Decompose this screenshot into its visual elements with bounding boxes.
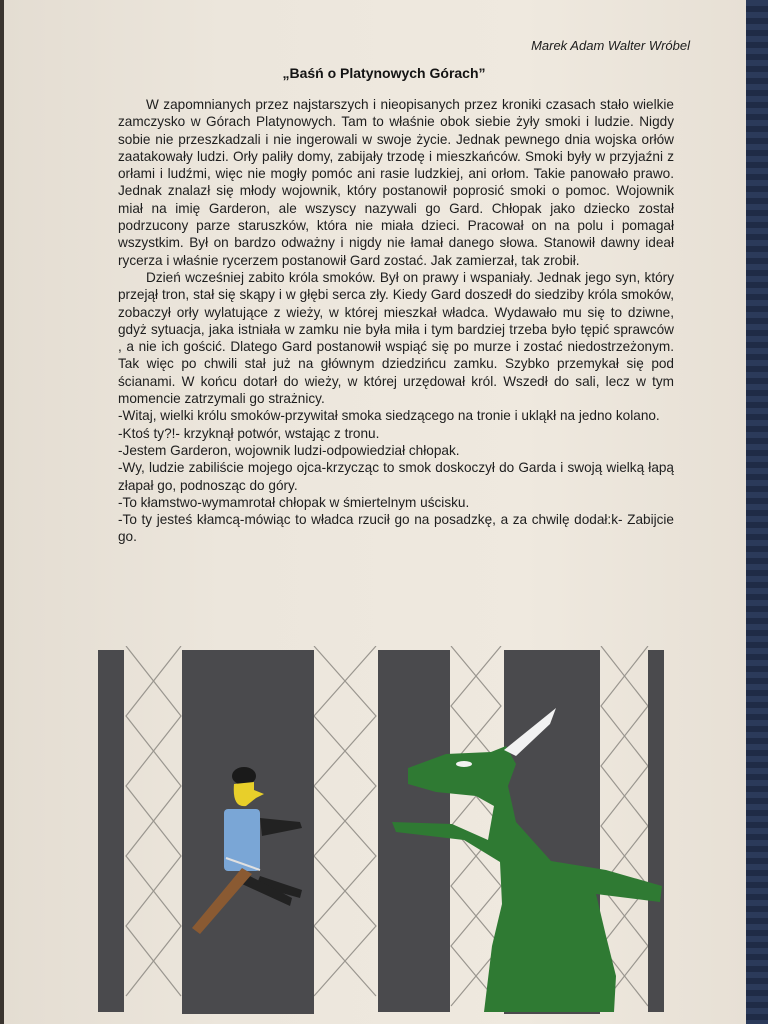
- paragraph: Dzień wcześniej zabito króla smoków. Był on prawy i wspaniały. Jednak jego syn, który przejął tron, stał się skąpy i w głębi serca zły. Kiedy Gard doszedł do siedziby króla smoków, zobaczył orły wylatujące z wieży, w której mieszkał władca. Wydawało mu się to dziwne, gdyż sytuacja, jaka istniała w zamku nie była miła i tym bardziej trzeba było tępić sprawców , a nie ich gościć. Dlatego Gard postanowił wspiąć się po murze i zostać niedostrzeżonym. Tak więc po chwili stał już na głównym dziedzińcu zamku. Szybko przemykał się pod ścianami. W końcu dotarł do wieży, w której urzędował król. Wszedł do sali, lecz w tym momencie zatrzymali go strażnicy.: [118, 269, 674, 407]
- author-name: Marek Adam Walter Wróbel: [531, 38, 690, 53]
- dialogue-line: -Jestem Garderon, wojownik ludzi-odpowiedział chłopak.: [118, 442, 460, 458]
- dialogue-line: -Wy, ludzie zabiliście mojego ojca-krzycząc to smok doskoczył do Garda i swoją wielką łapą złapał go, podnosząc do góry.: [118, 460, 674, 493]
- dialogue-line: -To ty jesteś kłamcą-mówiąc to władca rzucił go na posadzkę, a za chwilę dodał:k- Zabijcie go.: [118, 512, 674, 545]
- dialogue-line: -Witaj, wielki królu smoków-przywitał smoka siedzącego na tronie i ukląkł na jedno kolano.: [118, 408, 660, 424]
- dialogue-line: -Ktoś ty?!- krzyknął potwór, wstając z tronu.: [118, 425, 380, 441]
- story-illustration: [96, 646, 666, 1016]
- background-fabric: [746, 0, 768, 1024]
- story-text: [118, 96, 674, 546]
- dialogue-line: -To kłamstwo-wymamrotał chłopak w śmiertelnym uścisku.: [118, 494, 470, 510]
- paragraph: W zapomnianych przez najstarszych i nieopisanych przez kroniki czasach stało wielkie zamczysko w Górach Platynowych. Tam to właśnie obok siebie żyły smoki i ludzie. Nigdy sobie nie przeszkadzali i nie ingerowali w swoje życie. Jednak pewnego dnia wojska orłów zaatakowały ludzi. Orły paliły domy, zabijały trzodę i mieszkańców. Smoki były w przyjaźni z orłami i ludźmi, więc nie mogły pomóc ani rasie ludzkiej, ani orłom. Takie panowało prawo. Jednak znalazł się młody wojownik, który postanowił poprosić smoki o pomoc. Wojownik miał na imię Garderon, ale wszyscy nazywali go Gard. Chłopak jako dziecko został podrzucony parze staruszków, która nie miała dzieci. Pracował on na polu i pomagał wszystkim. Był on bardzo odważny i nigdy nie łamał danego słowa. Stanowił dawny ideał rycerza i właśnie rycerzem postanowił Gard zostać. Jak zamierzał, tak zrobił.: [118, 97, 674, 268]
- story-title: „Baśń o Platynowych Górach”: [282, 65, 486, 81]
